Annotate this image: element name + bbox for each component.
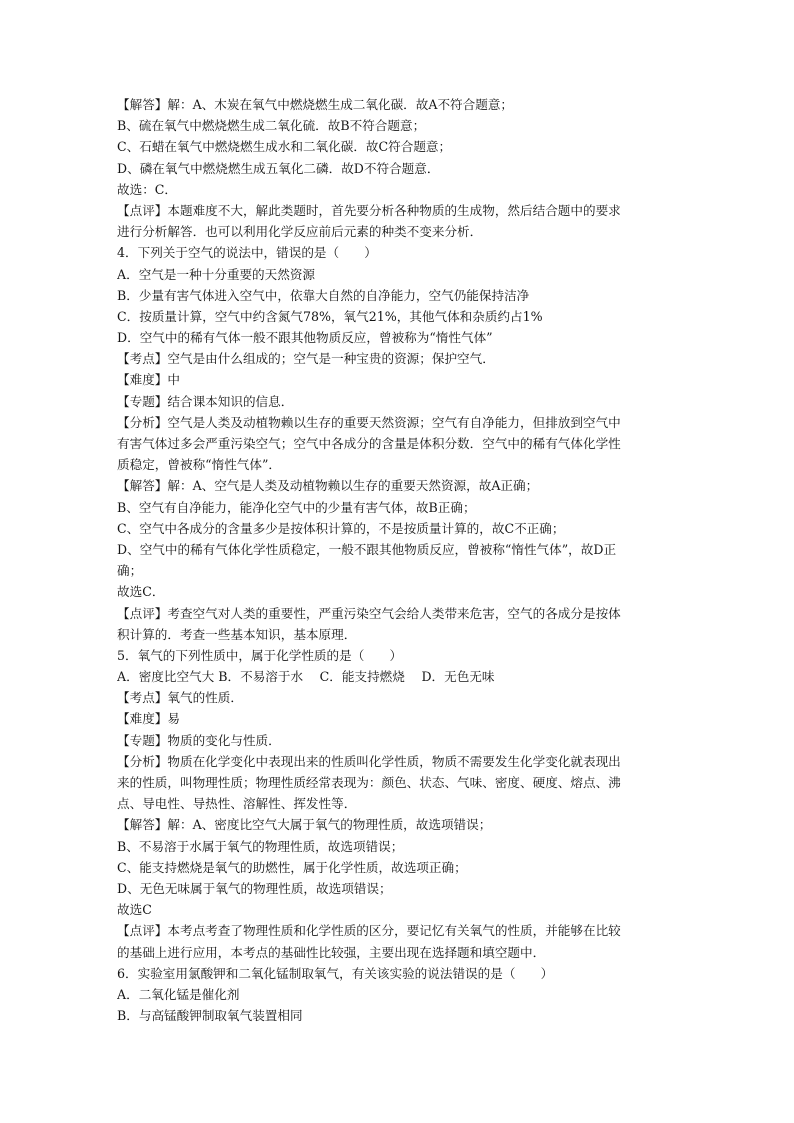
line-42: 6．实验室用氯酸钾和二氧化锰制取氧气，有关该实验的说法错误的是（ ）: [117, 965, 554, 981]
line-40: 【点评】本考点考查了物理性质和化学性质的区分，要记忆有关氧气的性质，并能够在比较: [117, 923, 621, 939]
line-33: 来的性质，叫物理性质；物理性质经常表现为：颜色、状态、气味、密度、硬度、熔点、沸: [117, 775, 621, 790]
line-15: 【专题】结合课本知识的信息．: [117, 393, 294, 409]
line-26: 积计算的．考查一些基本知识，基本原理．: [117, 626, 357, 642]
line-20: B、空气有自净能力，能净化空气中的少量有害气体，故B正确；: [117, 499, 476, 515]
line-22: D、空气中的稀有气体化学性质稳定，一般不跟其他物质反应，曾被称“惰性气体”，故D正: [117, 541, 617, 557]
line-41: 的基础上进行应用，本考点的基础性比较强，主要出现在选择题和填空题中．: [117, 944, 546, 960]
line-14: 【难度】中: [117, 372, 180, 388]
line-37: C、能支持燃烧是氧气的助燃性，属于化学性质，故选项正确；: [117, 859, 467, 875]
line-04: D、磷在氧气中燃烧燃生成五氧化二磷．故D不符合题意．: [117, 160, 440, 176]
line-09: A．空气是一种十分重要的天然资源: [117, 266, 316, 282]
document-body: [117, 94, 681, 1026]
line-34: 点、导电性、导热性、溶解性、挥发性等．: [117, 796, 357, 812]
line-05: 故选：C．: [117, 181, 178, 197]
line-29: 【考点】氧气的性质．: [117, 690, 243, 706]
line-23: 确；: [117, 563, 143, 579]
line-30: 【难度】易: [117, 711, 180, 727]
line-32: 【分析】物质在化学变化中表现出来的性质叫化学性质，物质不需要发生化学变化就表现出: [117, 753, 621, 769]
line-38: D、无色无味属于氧气的物理性质，故选项错误；: [117, 880, 392, 896]
line-11: C．按质量计算，空气中约含氮气78%，氧气21%，其他气体和杂质约占1%: [117, 308, 543, 324]
line-21: C、空气中各成分的含量多少是按体积计算的，不是按质量计算的，故C不正确；: [117, 520, 565, 536]
line-43: A．二氧化锰是催化剂: [117, 986, 240, 1002]
line-44: B．与高锰酸钾制取氧气装置相同: [117, 1008, 303, 1024]
line-27: 5．氧气的下列性质中，属于化学性质的是（ ）: [117, 647, 403, 663]
line-17: 有害气体过多会严重污染空气；空气中各成分的含量是体积分数．空气中的稀有气体化学性: [117, 436, 621, 451]
line-02: B、硫在氧气中燃烧燃生成二氧化硫．故B不符合题意；: [117, 118, 426, 134]
line-06: 【点评】本题难度不大，解此类题时，首先要分析各种物质的生成物，然后结合题中的要求: [117, 202, 621, 218]
line-12: D．空气中的稀有气体一般不跟其他物质反应，曾被称为“惰性气体”: [117, 330, 493, 346]
line-16: 【分析】空气是人类及动植物赖以生存的重要天然资源；空气有自净能力，但排放到空气中: [117, 414, 621, 430]
line-08: 4．下列关于空气的说法中，错误的是（ ）: [117, 245, 377, 261]
line-13: 【考点】空气是由什么组成的；空气是一种宝贵的资源；保护空气．: [117, 351, 495, 367]
line-24: 故选C．: [117, 584, 165, 600]
line-18: 质稳定，曾被称“惰性气体”．: [117, 457, 282, 473]
line-03: C、石蜡在氧气中燃烧燃生成水和二氧化碳．故C符合题意；: [117, 139, 452, 155]
line-39: 故选C: [117, 902, 152, 918]
line-25: 【点评】考查空气对人类的重要性，严重污染空气会给人类带来危害，空气的各成分是按体: [117, 605, 621, 621]
line-19: 【解答】解：A、空气是人类及动植物赖以生存的重要天然资源，故A正确；: [117, 478, 539, 494]
line-31: 【专题】物质的变化与性质．: [117, 732, 281, 748]
line-28: A．密度比空气大 B．不易溶于水 C．能支持燃烧 D．无色无味: [117, 669, 495, 685]
line-10: B．少量有害气体进入空气中，依靠大自然的自净能力，空气仍能保持洁净: [117, 287, 530, 303]
line-35: 【解答】解：A、密度比空气大属于氧气的物理性质，故选项错误；: [117, 817, 492, 833]
line-07: 进行分析解答．也可以利用化学反应前后元素的种类不变来分析．: [117, 224, 483, 240]
line-36: B、不易溶于水属于氧气的物理性质，故选项错误；: [117, 838, 404, 854]
line-01: 【解答】解：A、木炭在氧气中燃烧燃生成二氧化碳．故A不符合题意；: [117, 97, 514, 112]
